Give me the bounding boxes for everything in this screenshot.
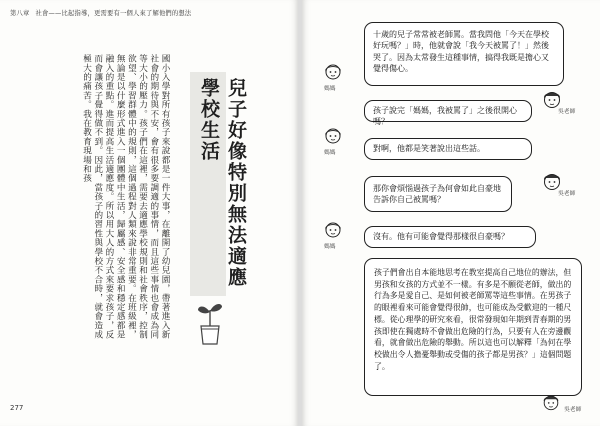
body-text: 國小入學對所有孩子來說都是一件大事，在離開了幼兒園，帶著進入新社會的期待與不安，會有很多要調適的事情，而且這些事情也會成為同等大小的壓力。孩子們在這裡，需要去適應學校規則和社會秩序，控制欲望、學習群體中的規則，這個過程對人類來說非常重要。在班級裡，無論是以什麼形式進入一個團體中生活，歸屬感、安全感和穩定感都是融入的重點。進而提高生活適應度。所以用大人的方式來要求孩子，反而會讓孩子覺得做不到。因此，當孩子的習性與學校不合時，就會造成極大的痛苦。我在教育現場和孩 — [81, 54, 170, 340]
sprout-pot-icon — [195, 296, 225, 348]
speaker-label: 吳老師 — [558, 109, 576, 115]
speech-bubble: 那你會煩惱過孩子為何會如此自豪地告訴你自己被罵嗎？ — [364, 176, 512, 212]
section-label: 社會——比起指導，更需要有一個人來了解他們的想法 — [35, 10, 192, 17]
speaker-label: 吳老師 — [558, 191, 576, 197]
parent-face-icon — [322, 218, 344, 240]
running-header — [10, 8, 197, 17]
parent-face-icon — [322, 124, 344, 146]
speaker-label: 媽媽 — [324, 86, 336, 92]
page-title: 兒子好像特別無法適應學校生活 — [198, 78, 247, 288]
left-page — [0, 0, 298, 426]
speaker-label: 媽媽 — [324, 150, 336, 156]
speaker-label: 吳老師 — [564, 407, 582, 413]
speech-bubble: 對啊，他都是笑著說出這些話。 — [364, 138, 532, 160]
right-page — [302, 0, 600, 426]
teacher-face-icon — [540, 392, 562, 412]
speech-bubble: 十歲的兒子常常被老師罵。當我問他「今天在學校好玩嗎？」時，他就會說「我今天被罵了！」然後哭了。因為太常發生這種事情，搞得我既是擔心又覺得傷心。 — [364, 22, 564, 86]
speaker-label: 媽媽 — [324, 244, 336, 250]
chapter-label: 第八章 — [10, 10, 30, 17]
speech-bubble: 孩子說完「媽媽，我被罵了」之後很開心嗎？ — [364, 100, 532, 122]
parent-face-icon — [322, 60, 344, 82]
speech-bubble: 孩子們會出自本能地思考在教室提高自己地位的辦法，但男孩和女孩的方式並不一樣。有多是不願從老師，做出的行為多是愛自己、是如何被老師罵等這些事情。在男孩子的眼裡看來可能會覺得很帥，也可能成為受歡迎的一種尺標。從心理學的研究來看，很常發現如年期到青春期的男孩即使在獨處時不會做出危險的行為，只要有人在旁邊觀看，就會做出危險的舉動。所以這也可以解釋「為何在學校做出令人擔憂舉動或受傷的孩子都是男孩？」這個問題了。 — [364, 258, 582, 396]
page-number: 277 — [10, 404, 24, 412]
speech-bubble: 沒有。他有可能會覺得那樣很自豪嗎？ — [364, 226, 536, 248]
